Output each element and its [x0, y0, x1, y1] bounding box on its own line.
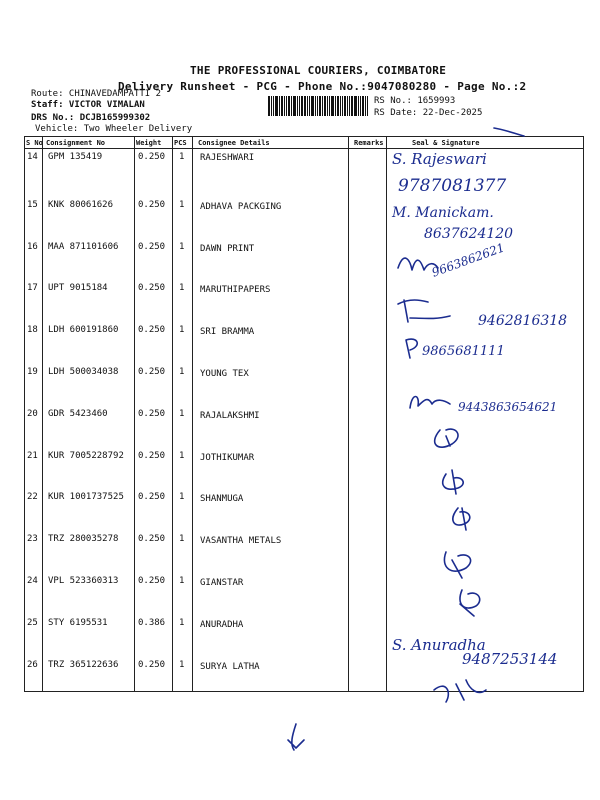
- cell-sno: 16: [27, 241, 38, 252]
- cell-pcs: 1: [179, 283, 185, 294]
- signature-phone-3: 9663862621: [429, 240, 507, 280]
- cell-pcs: 1: [179, 659, 185, 670]
- cell-weight: 0.250: [138, 199, 166, 210]
- cell-pcs: 1: [179, 408, 185, 419]
- cell-sno: 21: [27, 450, 38, 461]
- rs-date: RS Date: 22-Dec-2025: [374, 108, 483, 118]
- staff-label: Staff: VICTOR VIMALAN: [31, 100, 145, 110]
- cell-consignee: DAWN PRINT: [200, 243, 255, 254]
- signature-scribble-18: [398, 300, 450, 322]
- cell-pcs: 1: [179, 152, 185, 162]
- cell-weight: 0.250: [138, 408, 166, 419]
- cell-pcs: 1: [179, 617, 185, 628]
- cell-sno: 22: [27, 492, 38, 503]
- cell-consignee: SHANMUGA: [200, 494, 244, 505]
- cell-weight: 0.386: [138, 617, 166, 628]
- col-header-consignee: Consignee Details: [198, 139, 270, 147]
- col-header-seal: Seal & Signature: [412, 139, 480, 147]
- cell-consignment: GPM 135419: [48, 152, 103, 162]
- route-label: Route: CHINAVEDAMPATTI 2: [31, 89, 162, 99]
- cell-consignment: LDH 500034038: [48, 367, 119, 377]
- signature-scribble-25: [460, 590, 480, 616]
- col-header-remarks: Remarks: [354, 139, 384, 147]
- signature-scribble-20: [410, 397, 450, 409]
- runsheet-subtitle: Delivery Runsheet - PCG - Phone No.:9047080280 - Page No.:2: [118, 80, 527, 93]
- cell-sno: 20: [27, 408, 38, 419]
- cell-sno: 23: [27, 534, 38, 545]
- signature-scribble-24: [444, 552, 470, 578]
- pen-stroke-topright: [494, 128, 524, 136]
- cell-sno: 25: [27, 617, 38, 628]
- cell-consignment: LDH 600191860: [48, 325, 119, 336]
- cell-sno: 14: [27, 152, 38, 162]
- cell-consignment: MAA 871101606: [48, 241, 119, 252]
- signature-phone-5: 9865681111: [422, 344, 505, 359]
- pen-tick-mark: [288, 724, 304, 750]
- cell-consignee: ANURADHA: [200, 619, 244, 630]
- cell-sno: 24: [27, 576, 38, 586]
- cell-consignee: SURYA LATHA: [200, 661, 260, 672]
- cell-pcs: 1: [179, 576, 185, 586]
- cell-pcs: 1: [179, 450, 185, 461]
- cell-weight: 0.250: [138, 152, 166, 162]
- cell-weight: 0.250: [138, 492, 166, 503]
- col-header-pcs: PCS: [174, 139, 187, 147]
- signature-scribble-26: [434, 680, 486, 702]
- signature-name-2: M. Manickam.: [392, 205, 494, 221]
- cell-pcs: 1: [179, 367, 185, 377]
- cell-sno: 19: [27, 367, 38, 377]
- cell-pcs: 1: [179, 492, 185, 503]
- cell-sno: 15: [27, 199, 38, 210]
- vehicle-label: Vehicle: Two Wheeler Delivery: [35, 124, 193, 134]
- cell-sno: 18: [27, 325, 38, 336]
- cell-consignee: JOTHIKUMAR: [200, 452, 255, 463]
- cell-weight: 0.250: [138, 367, 166, 377]
- cell-sno: 17: [27, 283, 38, 294]
- signature-scribble-19: [406, 339, 417, 358]
- cell-pcs: 1: [179, 241, 185, 252]
- cell-consignee: RAJALAKSHMI: [200, 410, 260, 421]
- signature-name-12: S. Anuradha: [392, 636, 486, 654]
- cell-consignment: TRZ 365122636: [48, 659, 119, 670]
- cell-pcs: 1: [179, 325, 185, 336]
- cell-weight: 0.250: [138, 283, 166, 294]
- rs-number: RS No.: 1659993: [374, 96, 456, 106]
- cell-consignee: RAJESHWARI: [200, 153, 255, 163]
- signature-phone-1: 9787081377: [398, 176, 507, 196]
- cell-consignment: KNK 80061626: [48, 199, 114, 210]
- cell-consignment: UPT 9015184: [48, 283, 108, 294]
- signature-scribble-22: [443, 470, 463, 494]
- signature-phone-2: 8637624120: [424, 226, 514, 242]
- col-header-consignment: Consignment No: [46, 139, 106, 147]
- cell-consignee: VASANTHA METALS: [200, 536, 282, 547]
- signature-scribble-16: [398, 258, 438, 270]
- cell-consignee: MARUTHIPAPERS: [200, 285, 271, 296]
- cell-consignment: KUR 1001737525: [48, 492, 124, 503]
- col-header-weight: Weight: [136, 139, 162, 147]
- cell-pcs: 1: [179, 534, 185, 545]
- cell-sno: 26: [27, 659, 38, 670]
- signature-phone-6: 9443863654621: [458, 400, 558, 414]
- cell-consignee: GIANSTAR: [200, 578, 244, 588]
- signature-scribble-23: [453, 508, 470, 530]
- cell-pcs: 1: [179, 199, 185, 210]
- cell-consignment: VPL 523360313: [48, 576, 119, 586]
- cell-consignee: YOUNG TEX: [200, 369, 249, 379]
- cell-weight: 0.250: [138, 325, 166, 336]
- drs-label: DRS No.: DCJB165999302: [31, 113, 151, 123]
- company-title: THE PROFESSIONAL COURIERS, COIMBATORE: [190, 64, 447, 77]
- cell-consignee: SRI BRAMMA: [200, 327, 255, 338]
- cell-consignment: TRZ 280035278: [48, 534, 119, 545]
- signature-scribble-21: [435, 429, 458, 447]
- signature-phone-4: 9462816318: [478, 313, 568, 329]
- cell-weight: 0.250: [138, 576, 166, 586]
- cell-weight: 0.250: [138, 659, 166, 670]
- signature-phone-12: 9487253144: [462, 650, 558, 668]
- cell-consignment: STY 6195531: [48, 617, 108, 628]
- cell-consignment: KUR 7005228792: [48, 450, 124, 461]
- cell-weight: 0.250: [138, 241, 166, 252]
- cell-weight: 0.250: [138, 450, 166, 461]
- cell-weight: 0.250: [138, 534, 166, 545]
- signature-name-1: S. Rajeswari: [392, 150, 487, 168]
- cell-consignment: GDR 5423460: [48, 408, 108, 419]
- cell-consignee: ADHAVA PACKGING: [200, 201, 282, 212]
- col-header-sno: S No: [26, 139, 43, 147]
